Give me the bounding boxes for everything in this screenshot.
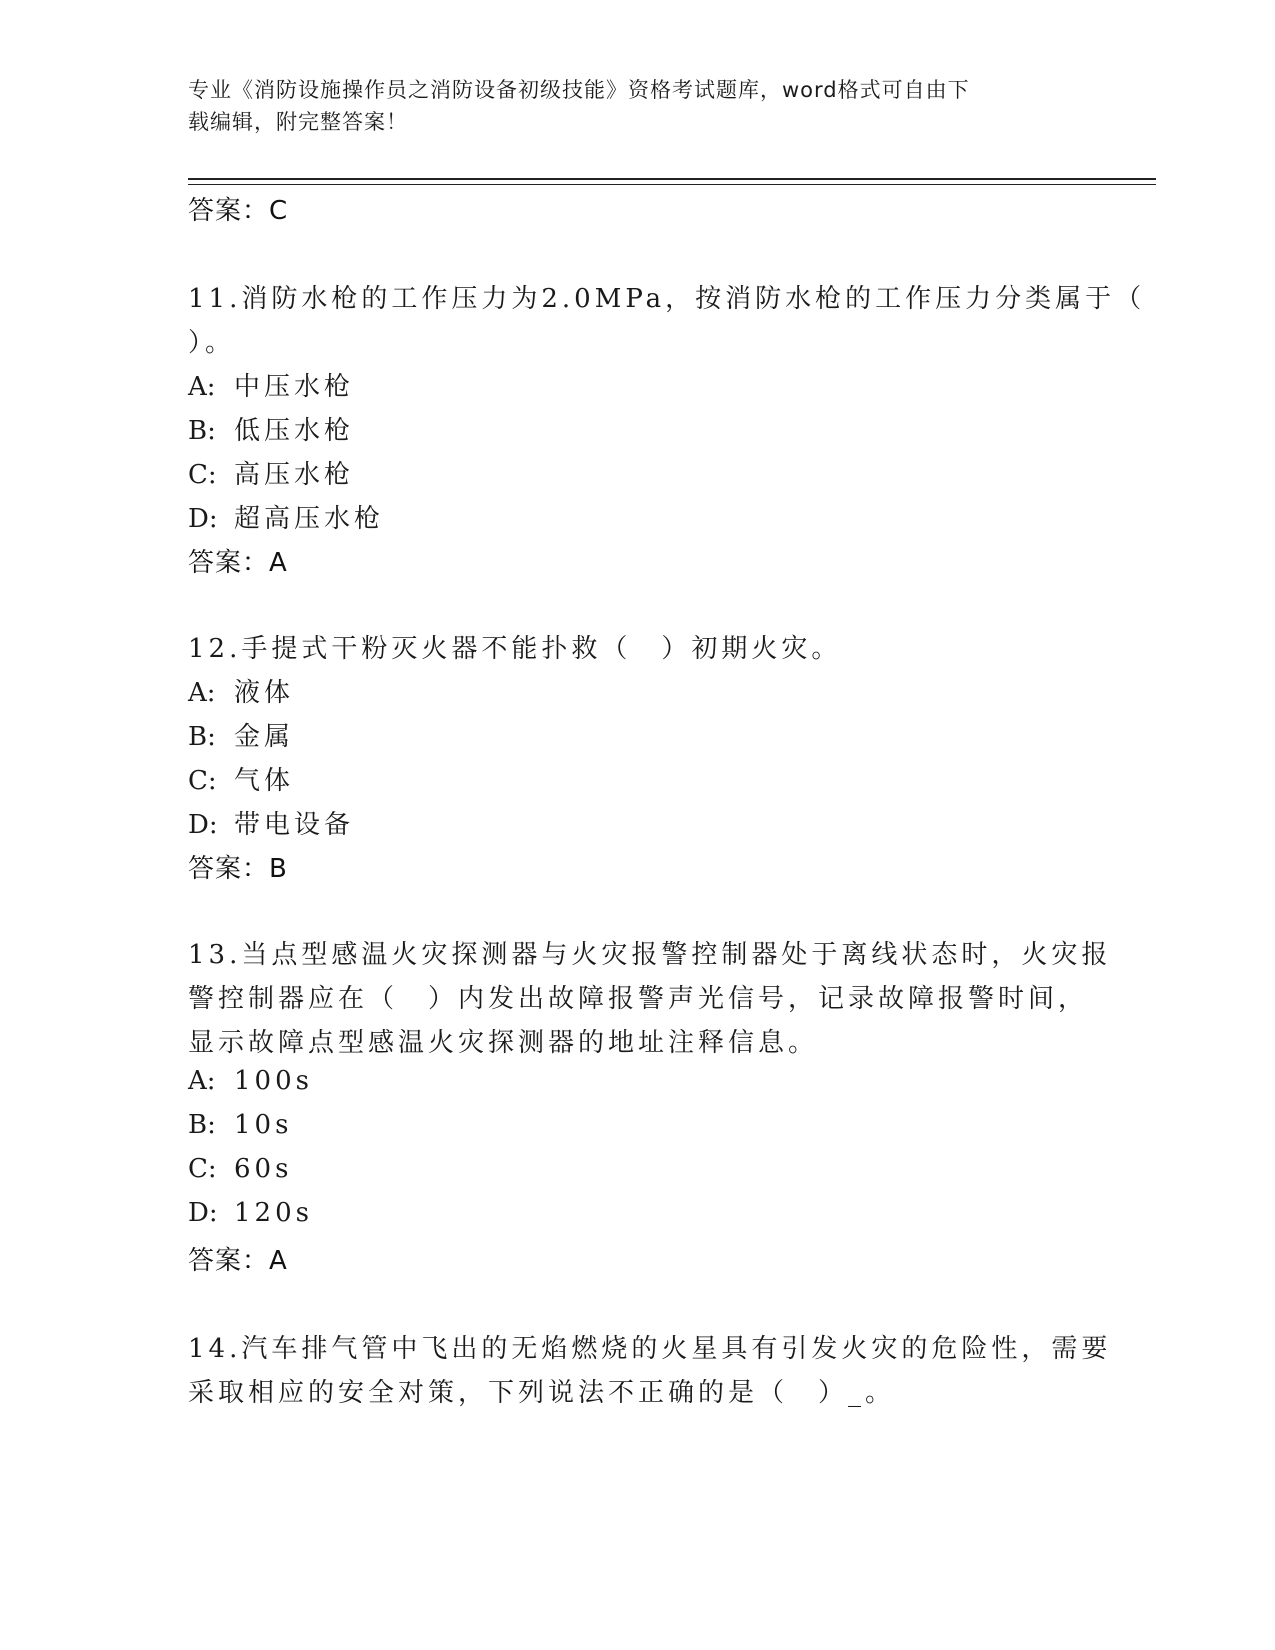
option-letter: A: xyxy=(188,1066,216,1096)
option-letter: C: xyxy=(188,1154,217,1184)
question-11-option-d xyxy=(188,498,384,535)
option-letter: B: xyxy=(188,416,216,446)
header-line-2: 载编辑，附完整答案！ xyxy=(188,110,408,134)
question-11-option-b xyxy=(188,410,354,447)
question-13-option-b xyxy=(188,1110,292,1140)
option-text: 60s xyxy=(234,1154,293,1184)
option-text: 低压水枪 xyxy=(234,416,355,446)
previous-answer: 答案：C xyxy=(188,196,289,226)
question-11-line-2: ）。 xyxy=(188,328,236,358)
question-14-line-2: 采取相应的安全对策，下列说法不正确的是（ ）_。 xyxy=(188,1378,896,1408)
question-12-option-a xyxy=(188,672,294,709)
question-11-option-c xyxy=(188,454,354,491)
option-text: 金属 xyxy=(234,722,295,752)
option-letter: D: xyxy=(188,504,218,534)
question-11-answer: 答案：A xyxy=(188,548,288,578)
question-12-option-b xyxy=(188,716,294,753)
header-rule-thick xyxy=(188,178,1156,180)
document-header xyxy=(188,74,1088,138)
option-text: 100s xyxy=(234,1066,313,1096)
option-letter: A: xyxy=(188,372,216,402)
option-letter: D: xyxy=(188,810,218,840)
option-letter: A: xyxy=(188,678,216,708)
question-12-option-c xyxy=(188,760,294,797)
option-text: 中压水枪 xyxy=(234,372,355,402)
question-12-line-1: 12.手提式干粉灭火器不能扑救（ ）初期火灾。 xyxy=(188,634,842,664)
question-14-line-1: 14.汽车排气管中飞出的无焰燃烧的火星具有引发火灾的危险性，需要 xyxy=(188,1334,1112,1364)
option-letter: B: xyxy=(188,722,216,752)
option-text: 液体 xyxy=(234,678,295,708)
option-text: 高压水枪 xyxy=(234,460,355,490)
option-text: 超高压水枪 xyxy=(234,504,385,534)
question-12-option-d xyxy=(188,804,354,841)
question-13-line-3: 显示故障点型感温火灾探测器的地址注释信息。 xyxy=(188,1028,819,1058)
header-line-1: 专业《消防设施操作员之消防设备初级技能》资格考试题库，word格式可自由下 xyxy=(188,78,970,102)
option-text: 气体 xyxy=(234,766,295,796)
question-13-option-a xyxy=(188,1066,313,1096)
option-text: 带电设备 xyxy=(234,810,355,840)
option-letter: D: xyxy=(188,1198,218,1228)
question-13-line-2: 警控制器应在（ ）内发出故障报警声光信号，记录故障报警时间， xyxy=(188,984,1089,1014)
option-text: 10s xyxy=(234,1110,293,1140)
question-13-option-c xyxy=(188,1154,292,1184)
question-13-option-d xyxy=(188,1198,313,1228)
question-13-answer: 答案：A xyxy=(188,1246,288,1276)
question-11-line-1: 11.消防水枪的工作压力为2.0MPa，按消防水枪的工作压力分类属于（ xyxy=(188,284,1146,314)
question-12-answer: 答案：B xyxy=(188,854,288,884)
question-11-option-a xyxy=(188,366,354,403)
header-rule-thin xyxy=(188,184,1156,185)
option-letter: C: xyxy=(188,766,217,796)
option-letter: B: xyxy=(188,1110,216,1140)
question-13-line-1: 13.当点型感温火灾探测器与火灾报警控制器处于离线状态时，火灾报 xyxy=(188,940,1112,970)
option-letter: C: xyxy=(188,460,217,490)
option-text: 120s xyxy=(234,1198,313,1228)
